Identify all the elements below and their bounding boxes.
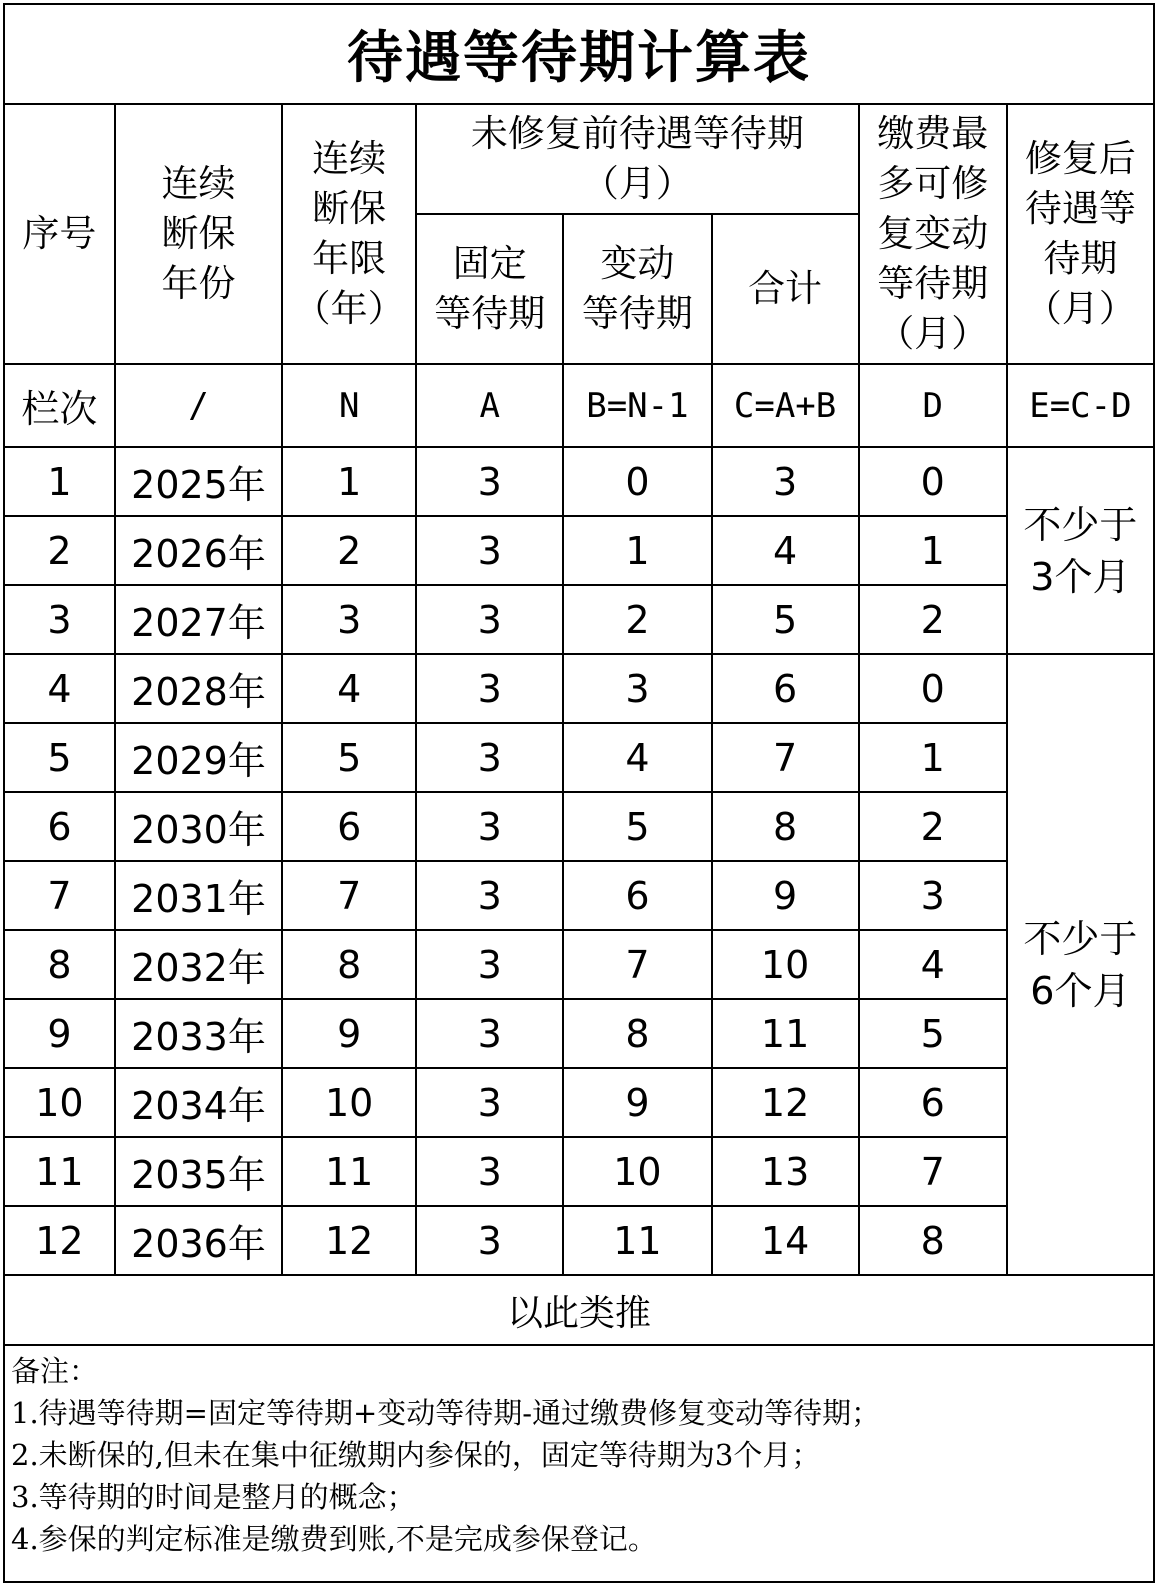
header-line: 固定: [452, 242, 527, 285]
cell-year: 2029年: [115, 723, 282, 792]
code-e: E=C-D: [1007, 364, 1154, 447]
cell-year: 2031年: [115, 861, 282, 930]
cell-b: 10: [563, 1137, 711, 1206]
cell-d: 1: [859, 723, 1007, 792]
cell-d: 2: [859, 792, 1007, 861]
table-row: [4, 792, 1154, 861]
note-line: 3.等待期的时间是整月的概念；: [11, 1480, 416, 1514]
header-line: 等待期: [877, 262, 989, 305]
cell-c: 5: [712, 585, 859, 654]
cell-c: 14: [712, 1206, 859, 1275]
merged-line: 6个月: [1030, 968, 1131, 1013]
header-line: （月）: [877, 312, 989, 355]
header-line: （年）: [293, 287, 405, 330]
cell-c: 6: [712, 654, 859, 723]
table-title: 待遇等待期计算表: [4, 4, 1154, 104]
header-line: 等待期: [434, 292, 546, 335]
header-line: 连续: [161, 162, 236, 205]
cell-seq: 12: [4, 1206, 115, 1275]
waiting-period-table-sheet: [3, 3, 1155, 1582]
cell-e-merged: [1007, 654, 1154, 1275]
cell-year: 2033年: [115, 999, 282, 1068]
notes-heading: 备注：: [11, 1354, 99, 1388]
cell-n: 8: [282, 930, 416, 999]
cell-n: 4: [282, 654, 416, 723]
header-line: 多可修: [877, 162, 989, 205]
cell-d: 7: [859, 1137, 1007, 1206]
cell-d: 6: [859, 1068, 1007, 1137]
note-line: 2.未断保的,但未在集中征缴期内参保的，固定等待期为3个月；: [11, 1438, 821, 1472]
header-after-repair: [1007, 104, 1154, 364]
cell-b: 3: [563, 654, 711, 723]
header-line: 连续: [312, 137, 387, 180]
header-line: 年份: [161, 262, 236, 305]
cell-c: 7: [712, 723, 859, 792]
header-line: 断保: [312, 187, 387, 230]
cell-year: 2036年: [115, 1206, 282, 1275]
cell-a: 3: [416, 861, 563, 930]
cell-seq: 1: [4, 447, 115, 516]
table-row: [4, 516, 1154, 585]
cell-b: 9: [563, 1068, 711, 1137]
cell-n: 12: [282, 1206, 416, 1275]
cell-n: 6: [282, 792, 416, 861]
header-max-repair: [859, 104, 1007, 364]
cell-a: 3: [416, 930, 563, 999]
table-row: [4, 1137, 1154, 1206]
cell-b: 1: [563, 516, 711, 585]
cell-seq: 10: [4, 1068, 115, 1137]
cell-c: 8: [712, 792, 859, 861]
cell-b: 7: [563, 930, 711, 999]
merged-line: 不少于: [1023, 502, 1138, 547]
cell-a: 3: [416, 792, 563, 861]
header-year: [115, 104, 282, 364]
cell-b: 6: [563, 861, 711, 930]
cell-c: 10: [712, 930, 859, 999]
cell-seq: 9: [4, 999, 115, 1068]
cell-seq: 6: [4, 792, 115, 861]
table-row: [4, 1068, 1154, 1137]
cell-n: 2: [282, 516, 416, 585]
cell-a: 3: [416, 1137, 563, 1206]
cell-a: 3: [416, 516, 563, 585]
header-years-count: [282, 104, 416, 364]
cell-d: 5: [859, 999, 1007, 1068]
table-row: [4, 654, 1154, 723]
header-line: （月）: [581, 162, 693, 205]
header-line: 修复后: [1024, 137, 1136, 180]
cell-a: 3: [416, 447, 563, 516]
header-before-repair: [416, 104, 858, 214]
table-row: [4, 999, 1154, 1068]
cell-n: 5: [282, 723, 416, 792]
cell-year: 2026年: [115, 516, 282, 585]
cell-year: 2027年: [115, 585, 282, 654]
code-a: A: [416, 364, 563, 447]
note-line: 4.参保的判定标准是缴费到账,不是完成参保登记。: [11, 1522, 657, 1556]
waiting-period-table: [3, 3, 1155, 1583]
header-line: 变动: [600, 242, 675, 285]
cell-a: 3: [416, 723, 563, 792]
header-line: 断保: [161, 212, 236, 255]
cell-seq: 2: [4, 516, 115, 585]
code-d: D: [859, 364, 1007, 447]
notes-section: [4, 1345, 1154, 1582]
cell-c: 3: [712, 447, 859, 516]
cell-c: 12: [712, 1068, 859, 1137]
header-line: 待期: [1043, 237, 1118, 280]
table-row: [4, 861, 1154, 930]
cell-b: 2: [563, 585, 711, 654]
cell-year: 2034年: [115, 1068, 282, 1137]
header-line: 缴费最: [877, 112, 989, 155]
merged-line: 3个月: [1030, 554, 1131, 599]
code-row: [4, 364, 1154, 447]
code-year: /: [115, 364, 282, 447]
table-row: [4, 723, 1154, 792]
cell-n: 10: [282, 1068, 416, 1137]
cell-seq: 8: [4, 930, 115, 999]
cell-seq: 7: [4, 861, 115, 930]
code-n: N: [282, 364, 416, 447]
cell-d: 0: [859, 447, 1007, 516]
cell-c: 11: [712, 999, 859, 1068]
cell-seq: 4: [4, 654, 115, 723]
cell-d: 1: [859, 516, 1007, 585]
cell-seq: 11: [4, 1137, 115, 1206]
header-seq: 序号: [4, 104, 115, 364]
header-line: 未修复前待遇等待期: [470, 112, 804, 155]
cell-year: 2025年: [115, 447, 282, 516]
cell-year: 2030年: [115, 792, 282, 861]
cell-d: 3: [859, 861, 1007, 930]
cell-a: 3: [416, 999, 563, 1068]
cell-a: 3: [416, 1206, 563, 1275]
table-row: [4, 1206, 1154, 1275]
cell-d: 0: [859, 654, 1007, 723]
cell-a: 3: [416, 1068, 563, 1137]
cell-b: 11: [563, 1206, 711, 1275]
merged-line: 不少于: [1023, 916, 1138, 961]
cell-year: 2032年: [115, 930, 282, 999]
cell-n: 3: [282, 585, 416, 654]
cell-c: 13: [712, 1137, 859, 1206]
header-line: 复变动: [877, 212, 989, 255]
footer-and-so-on: 以此类推: [4, 1275, 1154, 1345]
cell-n: 9: [282, 999, 416, 1068]
cell-e-merged: [1007, 447, 1154, 654]
cell-c: 9: [712, 861, 859, 930]
code-label: 栏次: [4, 364, 115, 447]
header-total: 合计: [712, 214, 859, 364]
cell-b: 8: [563, 999, 711, 1068]
cell-n: 11: [282, 1137, 416, 1206]
table-row: [4, 930, 1154, 999]
cell-seq: 5: [4, 723, 115, 792]
cell-c: 4: [712, 516, 859, 585]
cell-n: 7: [282, 861, 416, 930]
cell-b: 4: [563, 723, 711, 792]
data-rows: [4, 447, 1154, 1275]
cell-d: 4: [859, 930, 1007, 999]
code-b: B=N-1: [563, 364, 711, 447]
cell-year: 2035年: [115, 1137, 282, 1206]
cell-b: 5: [563, 792, 711, 861]
cell-d: 2: [859, 585, 1007, 654]
cell-b: 0: [563, 447, 711, 516]
code-c: C=A+B: [712, 364, 859, 447]
note-line: 1.待遇等待期=固定等待期+变动等待期-通过缴费修复变动等待期；: [11, 1396, 881, 1430]
cell-a: 3: [416, 654, 563, 723]
header-variable: [563, 214, 711, 364]
cell-n: 1: [282, 447, 416, 516]
header-line: 待遇等: [1024, 187, 1136, 230]
table-row: [4, 447, 1154, 516]
cell-d: 8: [859, 1206, 1007, 1275]
cell-a: 3: [416, 585, 563, 654]
header-line: （月）: [1024, 287, 1136, 330]
header-line: 年限: [312, 237, 387, 280]
table-row: [4, 585, 1154, 654]
header-line: 等待期: [581, 292, 693, 335]
header-fixed: [416, 214, 563, 364]
cell-year: 2028年: [115, 654, 282, 723]
cell-seq: 3: [4, 585, 115, 654]
